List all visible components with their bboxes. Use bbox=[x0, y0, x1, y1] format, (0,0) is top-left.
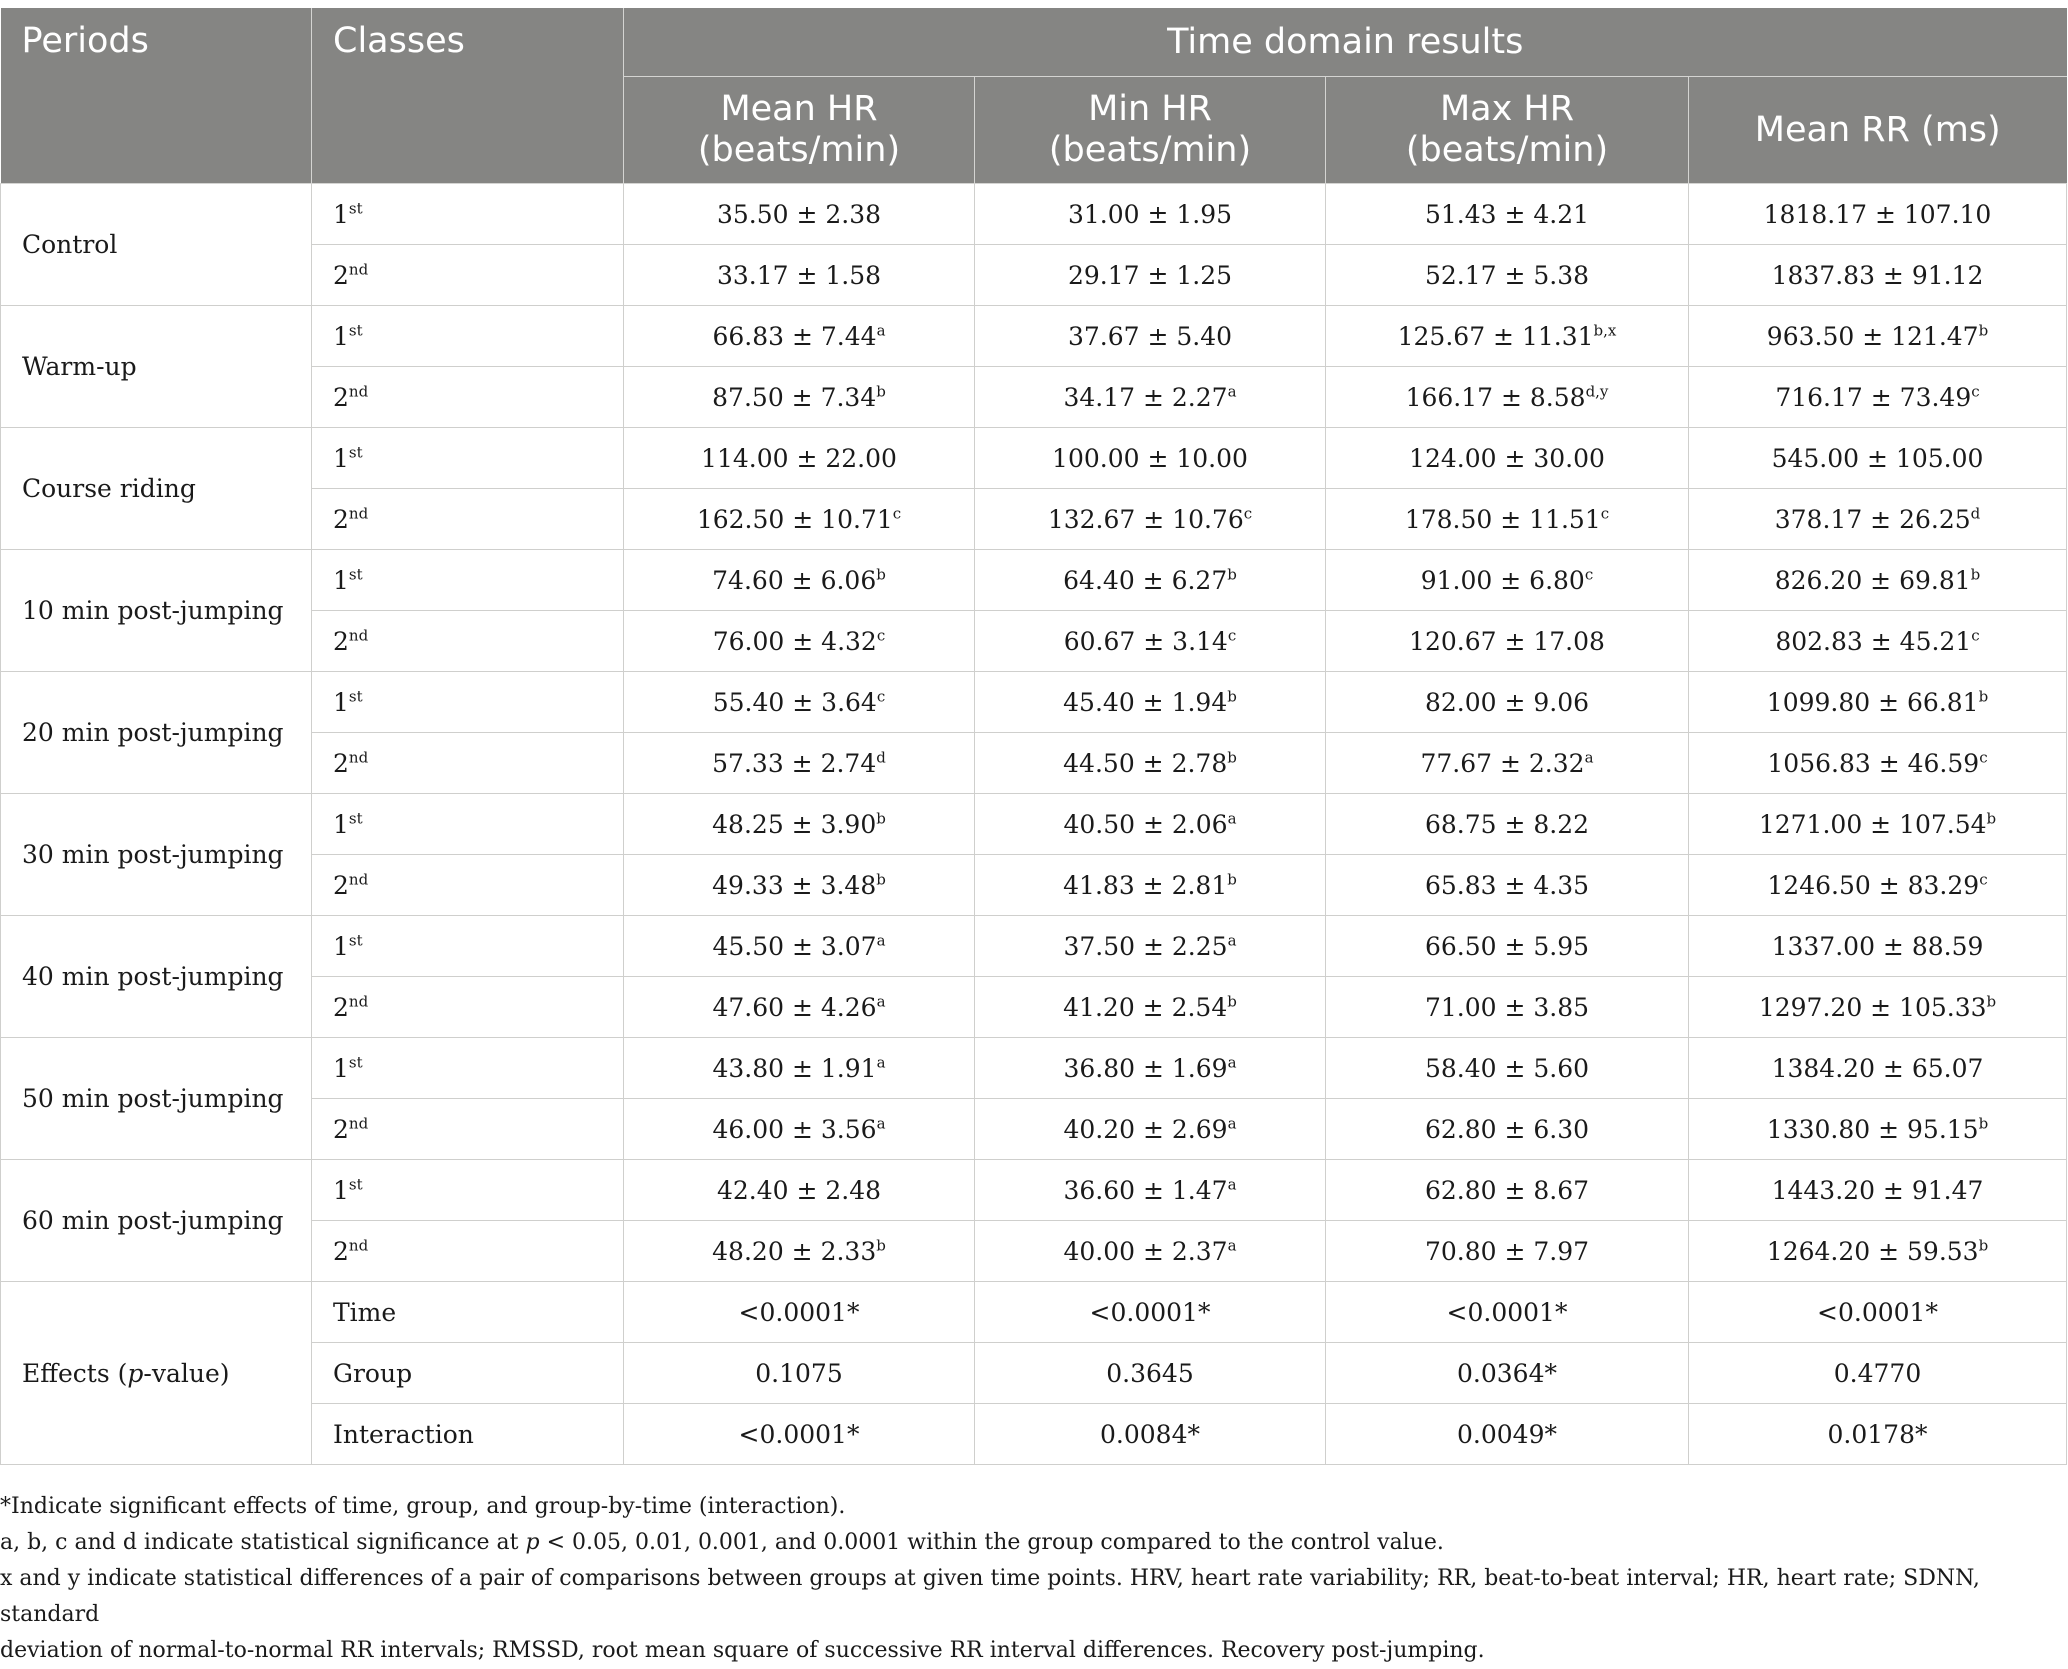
period-label: 30 min post-jumping bbox=[1, 794, 312, 916]
cell-max-hr: 51.43 ± 4.21 bbox=[1326, 184, 1689, 245]
class-label: 1st bbox=[312, 916, 624, 977]
cell-min-hr: 41.83 ± 2.81$^b$ bbox=[975, 855, 1326, 916]
class-label: 2nd bbox=[312, 611, 624, 672]
time-domain-table bbox=[0, 8, 2067, 1465]
period-label: 20 min post-jumping bbox=[1, 672, 312, 794]
cell-mean-hr: 49.33 ± 3.48$^b$ bbox=[624, 855, 975, 916]
cell-mean-rr: 545.00 ± 105.00 bbox=[1689, 428, 2067, 489]
cell-min-hr: 40.50 ± 2.06$^a$ bbox=[975, 794, 1326, 855]
cell-mean-rr: 1330.80 ± 95.15$^b$ bbox=[1689, 1099, 2067, 1160]
class-label: 1st bbox=[312, 184, 624, 245]
cell-min-hr: 36.60 ± 1.47$^a$ bbox=[975, 1160, 1326, 1221]
cell-mean-rr: 1337.00 ± 88.59 bbox=[1689, 916, 2067, 977]
cell-min-hr: 41.20 ± 2.54$^b$ bbox=[975, 977, 1326, 1038]
cell-min-hr: 60.67 ± 3.14$^c$ bbox=[975, 611, 1326, 672]
effect-mean-rr: 0.4770 bbox=[1689, 1343, 2067, 1404]
cell-mean-rr: 963.50 ± 121.47$^b$ bbox=[1689, 306, 2067, 367]
effect-name: Time bbox=[312, 1282, 624, 1343]
cell-min-hr: 40.00 ± 2.37$^a$ bbox=[975, 1221, 1326, 1282]
cell-min-hr: 31.00 ± 1.95 bbox=[975, 184, 1326, 245]
cell-mean-rr: 1818.17 ± 107.10 bbox=[1689, 184, 2067, 245]
effect-min-hr: 0.0084* bbox=[975, 1404, 1326, 1465]
class-label: 1st bbox=[312, 306, 624, 367]
header-periods: Periods bbox=[1, 8, 312, 184]
period-label: 40 min post-jumping bbox=[1, 916, 312, 1038]
table-row bbox=[1, 1160, 2067, 1221]
header-time-domain-results: Time domain results bbox=[624, 8, 2067, 77]
cell-mean-hr: 162.50 ± 10.71$^c$ bbox=[624, 489, 975, 550]
cell-min-hr: 44.50 ± 2.78$^b$ bbox=[975, 733, 1326, 794]
table-row bbox=[1, 672, 2067, 733]
header-classes: Classes bbox=[312, 8, 624, 184]
class-label: 2nd bbox=[312, 1099, 624, 1160]
class-label: 2nd bbox=[312, 245, 624, 306]
cell-mean-hr: 43.80 ± 1.91$^a$ bbox=[624, 1038, 975, 1099]
cell-mean-hr: 48.20 ± 2.33$^b$ bbox=[624, 1221, 975, 1282]
cell-min-hr: 45.40 ± 1.94$^b$ bbox=[975, 672, 1326, 733]
class-label: 1st bbox=[312, 672, 624, 733]
period-label: Warm-up bbox=[1, 306, 312, 428]
cell-mean-hr: 57.33 ± 2.74$^d$ bbox=[624, 733, 975, 794]
table-row bbox=[1, 306, 2067, 367]
cell-mean-hr: 74.60 ± 6.06$^b$ bbox=[624, 550, 975, 611]
class-label: 2nd bbox=[312, 733, 624, 794]
class-label: 1st bbox=[312, 550, 624, 611]
table-body bbox=[1, 184, 2067, 1465]
effect-name: Group bbox=[312, 1343, 624, 1404]
cell-mean-hr: 35.50 ± 2.38 bbox=[624, 184, 975, 245]
class-label: 1st bbox=[312, 428, 624, 489]
header-min-hr: Min HR (beats/min) bbox=[975, 77, 1326, 184]
cell-min-hr: 132.67 ± 10.76$^c$ bbox=[975, 489, 1326, 550]
cell-mean-rr: 1837.83 ± 91.12 bbox=[1689, 245, 2067, 306]
cell-max-hr: 68.75 ± 8.22 bbox=[1326, 794, 1689, 855]
cell-mean-hr: 48.25 ± 3.90$^b$ bbox=[624, 794, 975, 855]
footnote-significance: *Indicate significant effects of time, group, and group-by-time (interaction). bbox=[0, 1494, 846, 1519]
cell-mean-rr: 1264.20 ± 59.53$^b$ bbox=[1689, 1221, 2067, 1282]
cell-max-hr: 91.00 ± 6.80$^c$ bbox=[1326, 550, 1689, 611]
cell-max-hr: $166.17 \pm 8.58^{d,y}$ bbox=[1326, 367, 1689, 428]
effect-mean-hr: <0.0001* bbox=[624, 1404, 975, 1465]
cell-max-hr: 66.50 ± 5.95 bbox=[1326, 916, 1689, 977]
cell-max-hr: 52.17 ± 5.38 bbox=[1326, 245, 1689, 306]
table-row bbox=[1, 550, 2067, 611]
cell-max-hr: 70.80 ± 7.97 bbox=[1326, 1221, 1689, 1282]
cell-min-hr: 64.40 ± 6.27$^b$ bbox=[975, 550, 1326, 611]
cell-mean-hr: 46.00 ± 3.56$^a$ bbox=[624, 1099, 975, 1160]
table-row bbox=[1, 916, 2067, 977]
table-row bbox=[1, 794, 2067, 855]
cell-mean-rr: 1099.80 ± 66.81$^b$ bbox=[1689, 672, 2067, 733]
period-label: Course riding bbox=[1, 428, 312, 550]
class-label: 1st bbox=[312, 794, 624, 855]
cell-max-hr: 58.40 ± 5.60 bbox=[1326, 1038, 1689, 1099]
cell-mean-hr: 76.00 ± 4.32$^c$ bbox=[624, 611, 975, 672]
effect-max-hr: <0.0001* bbox=[1326, 1282, 1689, 1343]
period-label: 60 min post-jumping bbox=[1, 1160, 312, 1282]
header-mean-rr: Mean RR (ms) bbox=[1689, 77, 2067, 184]
cell-min-hr: 34.17 ± 2.27$^a$ bbox=[975, 367, 1326, 428]
cell-mean-hr: 55.40 ± 3.64$^c$ bbox=[624, 672, 975, 733]
cell-max-hr: 77.67 ± 2.32$^a$ bbox=[1326, 733, 1689, 794]
period-label: 10 min post-jumping bbox=[1, 550, 312, 672]
cell-min-hr: 29.17 ± 1.25 bbox=[975, 245, 1326, 306]
effect-mean-rr: <0.0001* bbox=[1689, 1282, 2067, 1343]
cell-min-hr: 37.50 ± 2.25$^a$ bbox=[975, 916, 1326, 977]
cell-max-hr: 82.00 ± 9.06 bbox=[1326, 672, 1689, 733]
cell-mean-rr: 802.83 ± 45.21$^c$ bbox=[1689, 611, 2067, 672]
cell-max-hr: 62.80 ± 8.67 bbox=[1326, 1160, 1689, 1221]
effect-min-hr: <0.0001* bbox=[975, 1282, 1326, 1343]
cell-mean-hr: 42.40 ± 2.48 bbox=[624, 1160, 975, 1221]
effect-min-hr: 0.3645 bbox=[975, 1343, 1326, 1404]
table-row bbox=[1, 184, 2067, 245]
cell-min-hr: 40.20 ± 2.69$^a$ bbox=[975, 1099, 1326, 1160]
class-label: 2nd bbox=[312, 1221, 624, 1282]
cell-mean-hr: 87.50 ± 7.34$^b$ bbox=[624, 367, 975, 428]
class-label: 2nd bbox=[312, 855, 624, 916]
header-max-hr: Max HR (beats/min) bbox=[1326, 77, 1689, 184]
effect-mean-hr: <0.0001* bbox=[624, 1282, 975, 1343]
cell-mean-rr: 1384.20 ± 65.07 bbox=[1689, 1038, 2067, 1099]
cell-mean-hr: 45.50 ± 3.07$^a$ bbox=[624, 916, 975, 977]
footnote-abbreviations-continued: deviation of normal-to-normal RR intervals; RMSSD, root mean square of successive RR interval differences. Recovery post-jumping. bbox=[0, 1638, 1485, 1663]
cell-mean-rr: 1443.20 ± 91.47 bbox=[1689, 1160, 2067, 1221]
cell-mean-rr: 826.20 ± 69.81$^b$ bbox=[1689, 550, 2067, 611]
cell-min-hr: 36.80 ± 1.69$^a$ bbox=[975, 1038, 1326, 1099]
cell-mean-hr: 33.17 ± 1.58 bbox=[624, 245, 975, 306]
table-header bbox=[1, 8, 2067, 184]
effect-mean-rr: 0.0178* bbox=[1689, 1404, 2067, 1465]
period-label: Control bbox=[1, 184, 312, 306]
cell-min-hr: 100.00 ± 10.00 bbox=[975, 428, 1326, 489]
cell-max-hr: 71.00 ± 3.85 bbox=[1326, 977, 1689, 1038]
cell-mean-rr: 716.17 ± 73.49$^c$ bbox=[1689, 367, 2067, 428]
cell-min-hr: 37.67 ± 5.40 bbox=[975, 306, 1326, 367]
cell-max-hr: 65.83 ± 4.35 bbox=[1326, 855, 1689, 916]
cell-max-hr: 120.67 ± 17.08 bbox=[1326, 611, 1689, 672]
effects-row bbox=[1, 1282, 2067, 1343]
cell-max-hr: 124.00 ± 30.00 bbox=[1326, 428, 1689, 489]
footnote-letters: a, b, c and d indicate statistical significance at p < 0.05, 0.01, 0.001, and 0.0001 within the group compared to the control value. bbox=[0, 1530, 1444, 1555]
cell-mean-hr: 47.60 ± 4.26$^a$ bbox=[624, 977, 975, 1038]
cell-mean-rr: 1056.83 ± 46.59$^c$ bbox=[1689, 733, 2067, 794]
cell-max-hr: 178.50 ± 11.51$^c$ bbox=[1326, 489, 1689, 550]
effect-name: Interaction bbox=[312, 1404, 624, 1465]
cell-mean-rr: 1246.50 ± 83.29$^c$ bbox=[1689, 855, 2067, 916]
table-footnotes bbox=[0, 1489, 2066, 1669]
cell-max-hr: 62.80 ± 6.30 bbox=[1326, 1099, 1689, 1160]
effect-max-hr: 0.0049* bbox=[1326, 1404, 1689, 1465]
class-label: 1st bbox=[312, 1038, 624, 1099]
cell-mean-hr: 114.00 ± 22.00 bbox=[624, 428, 975, 489]
class-label: 2nd bbox=[312, 977, 624, 1038]
table-row bbox=[1, 1038, 2067, 1099]
footnote-abbreviations: x and y indicate statistical differences of a pair of comparisons between groups at given time points. HRV, heart rate variability; RR, beat-to-beat interval; HR, heart rate; SDNN, standard bbox=[0, 1566, 1980, 1627]
cell-mean-hr: 66.83 ± 7.44$^a$ bbox=[624, 306, 975, 367]
header-mean-hr: Mean HR (beats/min) bbox=[624, 77, 975, 184]
class-label: 1st bbox=[312, 1160, 624, 1221]
cell-mean-rr: 1297.20 ± 105.33$^b$ bbox=[1689, 977, 2067, 1038]
effect-max-hr: 0.0364* bbox=[1326, 1343, 1689, 1404]
effect-mean-hr: 0.1075 bbox=[624, 1343, 975, 1404]
cell-mean-rr: 378.17 ± 26.25$^d$ bbox=[1689, 489, 2067, 550]
effects-label: Effects (p-value) bbox=[1, 1282, 312, 1465]
cell-mean-rr: 1271.00 ± 107.54$^b$ bbox=[1689, 794, 2067, 855]
table-row bbox=[1, 428, 2067, 489]
class-label: 2nd bbox=[312, 489, 624, 550]
cell-max-hr: $125.67 \pm 11.31^{b,x}$ bbox=[1326, 306, 1689, 367]
period-label: 50 min post-jumping bbox=[1, 1038, 312, 1160]
class-label: 2nd bbox=[312, 367, 624, 428]
